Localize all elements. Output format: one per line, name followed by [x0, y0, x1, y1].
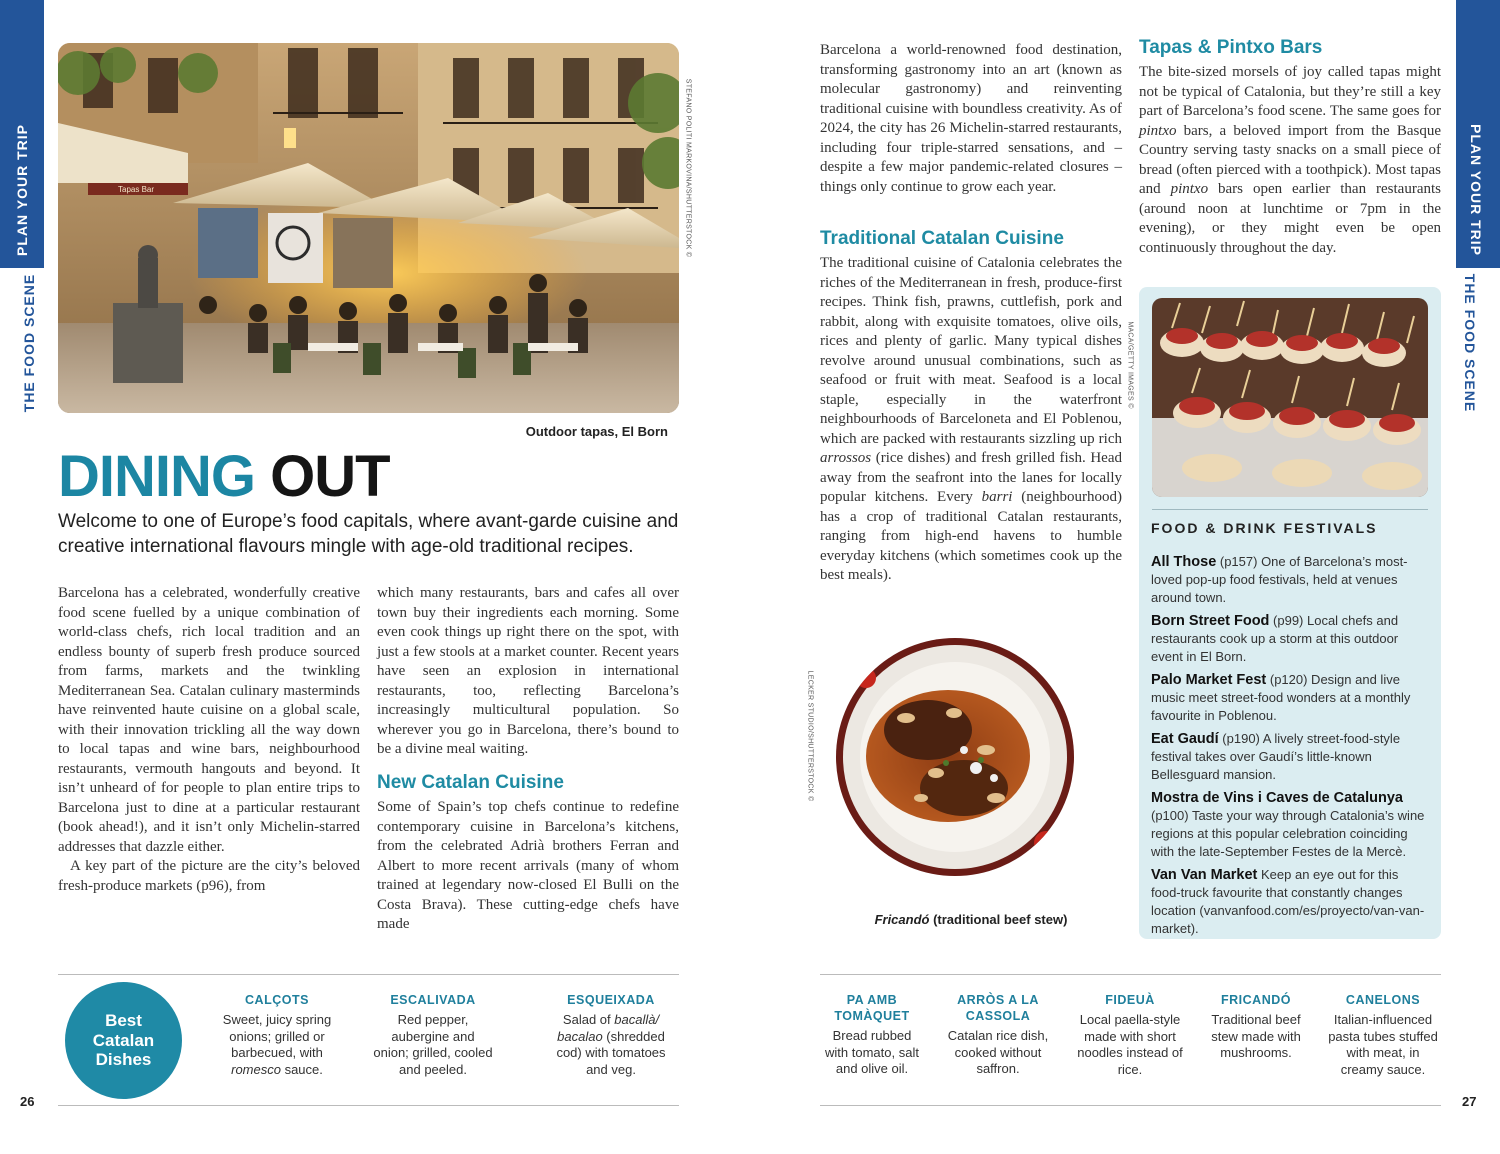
col1-paragraph-1: Barcelona has a celebrated, wonderfully creative food scene fuelled by a unique combination of world-class chefs, rich local tradition and an endless bounty of superb fresh produce sourced from farms, markets and the twinkling Mediterranean Sea. Catalan culinary masterminds have reinvented haute cuisine on a global scale, with their innovation trickling all the way down to local tapas and wine bars, neighbourhood restaurants, vermouth hangouts and beyond. It isn’t unheard of for people to plan entire trips to Barcelona just to dine at a particular restaurant (book ahead!), and it isn’t only Michelin-starred addresses that dazzle either.	[58, 585, 360, 855]
page-number-left: 26	[20, 1094, 35, 1109]
street-photo	[58, 43, 679, 413]
dish-arros-a-la-cassola	[945, 992, 1051, 1078]
street-photo-caption: Outdoor tapas, El Born	[525, 424, 668, 439]
dish-desc: Italian-influenced pasta tubes stuffed with meat, in creamy sauce.	[1328, 1012, 1438, 1077]
festival-desc: Keep an eye out for this food-truck favourite that constantly changes location (vanvanfood.com/es/proyecto/van-van-market).	[1151, 867, 1425, 936]
title-out: OUT	[270, 444, 390, 509]
col3-text-c: (neighbourhood) has a crop of traditional Catalan restaurants, ranging from high-end havens to humble everyday kitchens (which sometimes cook up the best meals).	[820, 489, 1123, 583]
column-3-top	[820, 41, 1122, 197]
column-4	[1139, 63, 1441, 258]
street-photo-credit: STEFANO POLITI MARKOVINA/SHUTTERSTOCK ©	[684, 78, 692, 258]
dish-desc: Red pepper, aubergine and onion; grilled, cooled and peeled.	[373, 1012, 493, 1077]
festival-item	[1151, 671, 1431, 725]
dish-name: CALÇOTS	[245, 993, 309, 1007]
right-plan-tab-label: PLAN YOUR TRIP	[1468, 124, 1484, 256]
dish-escalivada	[372, 992, 494, 1078]
dish-desc: Local paella-style made with short noodles instead of rice.	[1077, 1012, 1183, 1077]
festivals-heading: FOOD & DRINK FESTIVALS	[1151, 520, 1378, 536]
dish-name: CANELONS	[1345, 993, 1421, 1007]
stew-photo-caption	[820, 912, 1122, 927]
page-number-right: 27	[1462, 1094, 1477, 1109]
dish-desc-em: bacallà/ bacalao	[557, 1012, 660, 1044]
col3-text-b: (rice dishes) and fresh grilled fish. Head away from the seafront into the lanes for locally popular kitchens. Every	[820, 450, 1122, 505]
left-plan-tab-label: PLAN YOUR TRIP	[14, 124, 30, 256]
festival-name: Palo Market Fest	[1151, 672, 1267, 688]
festival-name: Mostra de Vins i Caves de Catalunya	[1151, 790, 1403, 806]
dish-fideua	[1074, 992, 1186, 1078]
dish-desc-text: Sweet, juicy spring onions; grilled or barbecued, with	[222, 1012, 332, 1060]
dish-name: ESCALIVADA	[390, 993, 476, 1007]
new-catalan-cuisine-heading: New Catalan Cuisine	[377, 772, 564, 793]
street-photo-illustration	[58, 43, 679, 413]
col4-text-c: bars open earlier than restaurants (around noon at lunchtime or 7pm in the evening), or they might even be open continuously throughout the day.	[1139, 181, 1441, 256]
title-dining: DINING	[58, 444, 255, 509]
col4-text-b: bars, a beloved import from the Basque Country serving tasty snacks on a small piece of bread (often pierced with a toothpick). Most tapas and	[1139, 122, 1441, 197]
dish-desc-text: sauce.	[280, 1061, 323, 1077]
tapas-photo-illustration	[1152, 298, 1428, 497]
dish-desc	[548, 1012, 674, 1078]
dish-name: PA AMB TOMÀQUET	[834, 993, 910, 1023]
festival-desc: (p190) A lively street-food-style festival takes over Gaudí’s little-known Bellesguard mansion.	[1151, 731, 1401, 782]
festival-name: Van Van Market	[1151, 867, 1258, 883]
col4-paragraph-1	[1139, 63, 1441, 258]
dish-desc-text: Salad of	[562, 1012, 615, 1027]
festivals-divider	[1152, 509, 1428, 510]
stew-photo-illustration	[836, 638, 1074, 876]
dish-desc-text: (shredded cod) with tomatoes and veg.	[556, 1028, 666, 1077]
festival-desc: (p99) Local chefs and restaurants cook up a storm at this outdoor event in El Born.	[1151, 613, 1399, 664]
tapas-pintxo-bars-heading: Tapas & Pintxo Bars	[1139, 37, 1323, 58]
column-3-bottom	[820, 254, 1122, 586]
festival-item	[1151, 612, 1431, 666]
festival-desc: (p120) Design and live music meet street-food wonders at a monthly favourite in Poblenou.	[1151, 672, 1411, 723]
dishes-top-rule-left	[58, 974, 679, 975]
col2-paragraph-1: which many restaurants, bars and cafes all over town buy their ingredients each morning. Some even cook things up right there on the spot, with just a few stools at a market counter. Recent years have seen an explosion in international restaurants, too, reflecting Barcelona’s increasingly multicultural population. So wherever you go in Barcelona, there’s bound to be a divine meal waiting.	[377, 585, 679, 757]
dish-pa-amb-tomaquet	[820, 992, 924, 1078]
column-2-top	[377, 584, 679, 760]
dish-desc: Traditional beef stew made with mushrooms.	[1211, 1012, 1301, 1060]
stew-photo	[836, 638, 1074, 876]
dish-name: ESQUEIXADA	[567, 993, 655, 1007]
column-1	[58, 584, 360, 896]
dish-esqueixada	[548, 992, 674, 1078]
dishes-bottom-rule-right	[820, 1105, 1441, 1106]
festivals-list	[1151, 553, 1431, 943]
festival-item	[1151, 730, 1431, 784]
dish-canelons	[1325, 992, 1441, 1078]
column-2-bottom	[377, 798, 679, 935]
tapas-photo	[1152, 298, 1428, 497]
col1-paragraph-2: A key part of the picture are the city’s beloved fresh-produce markets (p96), from	[58, 858, 360, 894]
dish-name: ARRÒS A LA CASSOLA	[957, 993, 1039, 1023]
col3-paragraph-2	[820, 254, 1122, 586]
festival-desc: (p157) One of Barcelona’s most-loved pop-up food festivals, held at venues around town.	[1151, 554, 1408, 605]
col3-text-a: The traditional cuisine of Catalonia celebrates the riches of the Mediterranean in fresh, produce-first recipes. Think fish, prawns, cuttlefish, pork and rabbit, along with exquisite tomatoes, olive oils, rices and plenty of garlic. Many typical dishes revolve around unusual combinations, such as seafood or fruit with meat. Seafood is a local staple, especially in the waterfront neighbourhoods of Barceloneta and El Poblenou, which are packed with restaurants sizzling up rich	[820, 255, 1122, 447]
tapas-bar-sign: Tapas Bar	[118, 185, 155, 194]
left-section-label: THE FOOD SCENE	[21, 273, 37, 413]
festival-item	[1151, 866, 1431, 938]
col4-em-pintxo-1: pintxo	[1139, 122, 1177, 139]
dish-desc	[212, 1012, 342, 1078]
festival-name: Born Street Food	[1151, 613, 1270, 629]
dishes-top-rule-right	[820, 974, 1441, 975]
col4-em-pintxo-2: pintxo	[1170, 181, 1209, 197]
dish-desc: Catalan rice dish, cooked without saffron.	[947, 1028, 1049, 1076]
festival-name: All Those	[1151, 554, 1217, 570]
stew-caption-rest: (traditional beef stew)	[929, 912, 1068, 927]
stew-caption-dish: Fricandó	[874, 912, 930, 927]
festival-desc: (p100) Taste your way through Catalonia’s wine regions at this popular celebration coinciding with the late-September Festes de la Mercè.	[1151, 808, 1425, 859]
right-section-label: THE FOOD SCENE	[1462, 273, 1478, 413]
col3-em-arrossos: arrossos	[820, 450, 872, 466]
col3-em-barri: barri	[981, 489, 1013, 505]
festival-item	[1151, 789, 1431, 861]
dishes-bottom-rule-left	[58, 1105, 679, 1106]
dish-calcots	[212, 992, 342, 1078]
dish-name: FRICANDÓ	[1221, 993, 1291, 1007]
festival-item	[1151, 553, 1431, 607]
tapas-photo-credit: MACA/GETTY IMAGES ©	[1126, 321, 1134, 409]
col4-text-a: The bite-sized morsels of joy called tapas might not be typical of Catalonia, but they’re still a key part of Barcelona’s food scene. The same goes for	[1139, 64, 1441, 119]
dish-name: FIDEUÀ	[1105, 993, 1155, 1007]
intro-paragraph: Welcome to one of Europe’s food capitals, where avant-garde cuisine and creative international flavours mingle with age-old traditional recipes.	[58, 511, 679, 557]
traditional-catalan-cuisine-heading: Traditional Catalan Cuisine	[820, 228, 1064, 249]
dish-desc-em: romesco	[231, 1061, 281, 1077]
best-catalan-dishes-badge: Best Catalan Dishes	[65, 982, 182, 1099]
col3-paragraph-1: Barcelona a world-renowned food destination, transforming gastronomy into an art (known as molecular gastronomy) and reinventing traditional cuisine with boundless creativity. As of 2024, the city has 26 Michelin-starred restaurants, including four triple-starred sensations, and – despite a few major pandemic-related closures – things only continue to grow each year.	[820, 42, 1122, 195]
col2-paragraph-2: Some of Spain’s top chefs continue to redefine contemporary cuisine in Barcelona’s kitchens, from the celebrated Adrià brothers Ferran and Albert to more recent arrivals (many of whom trained at legendary now-closed El Bulli on the Costa Brava). These cutting-edge chefs have made	[377, 799, 679, 932]
festival-name: Eat Gaudí	[1151, 731, 1219, 747]
dish-desc: Bread rubbed with tomato, salt and olive oil.	[825, 1028, 919, 1076]
page-title	[58, 444, 390, 509]
stew-photo-credit: LECKER STUDIO/SHUTTERSTOCK ©	[806, 670, 814, 802]
dish-fricando	[1205, 992, 1307, 1062]
